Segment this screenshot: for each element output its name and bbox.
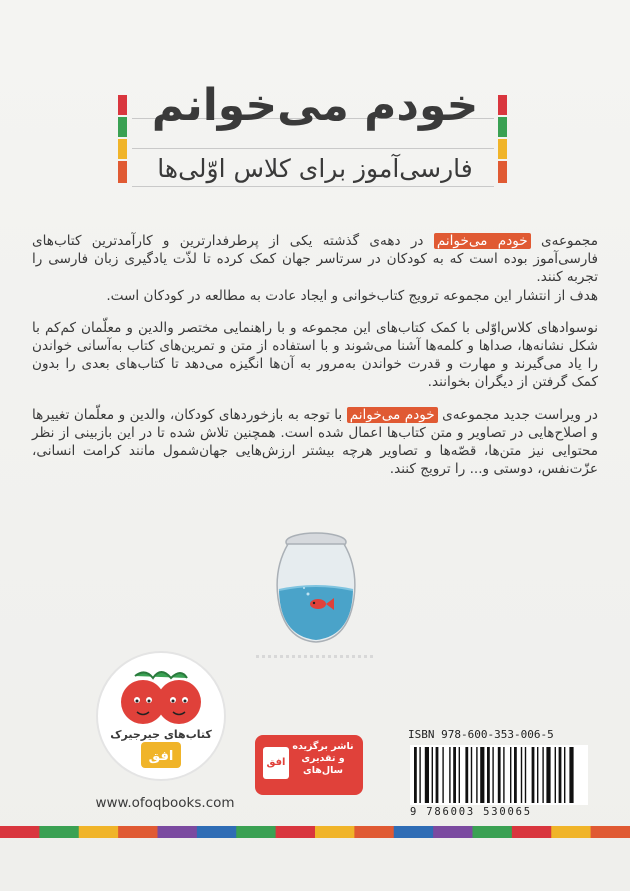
series-name-highlight: خودم می‌خوانم xyxy=(434,233,531,249)
paragraph-2: هدف از انتشار این مجموعه ترویج کتاب‌خوانی و ایجاد عادت به مطالعه در کودکان است. xyxy=(106,287,598,304)
book-title: خودم می‌خوانم xyxy=(151,80,479,131)
description-text xyxy=(32,232,598,492)
fishbowl-illustration xyxy=(268,528,364,648)
award-text: ناشر برگزیده و تقدیری سال‌های xyxy=(292,741,354,776)
series-name-highlight-2: خودم می‌خوانم xyxy=(347,407,438,423)
logo-text-line2: افق xyxy=(148,749,174,764)
isbn-label: ISBN 978-600-353-006-5 xyxy=(408,728,554,741)
barcode-icon xyxy=(410,745,588,805)
title-rule-bottom xyxy=(132,186,494,187)
paragraph-1: مجموعه‌ی خودم می‌خوانم در دهه‌ی گذشته یکی از پرطرفدارترین و کارآمدترین کتاب‌های فارسی‌آموز بوده است که به کودکان در سرتاسر جهان کمک کرده تا لذّت یادگیری زبان فارسی را تجربه کنند. xyxy=(32,233,598,286)
publisher-logo: افق xyxy=(263,747,289,779)
series-logo-icon xyxy=(95,650,227,782)
barcode-digits: 9 786003 530065 xyxy=(410,806,532,818)
paragraph-4: در ویراست جدید مجموعه‌ی خودم می‌خوانم با توجه به بازخوردهای کودکان، والدین و معلّمان تغییرها و اصلاح‌هایی در تصاویر و متن کتاب‌ها اعمال شده است. همچنین تلاش شده تا در این بازبینی از نظر محتوایی نیز متن‌ها، قصّه‌ها و تصاویر هرچه بیشتر ارزش‌هایی جهان‌شمول مانند کرامت انسانی، عزّت‌نفس، دوستی و... را ترویج کنند. xyxy=(32,406,598,478)
book-subtitle: فارسی‌آموز برای کلاس اوّلی‌ها xyxy=(157,154,473,183)
paragraph-3: نوسوادهای کلاس‌اوّلی با کمک کتاب‌های این مجموعه و با راهنمایی مختصر والدین و معلّمان کم‌کم با شکل نشانه‌ها، صداها و کلمه‌ها آشنا می‌شوند و با استفاده از متن و تمرین‌های کتاب به‌آسانی خواندن را یاد می‌گیرند و مهارت و قدرت خواندن به‌مرور به آن‌ها انگیزه می‌دهد تا کتاب‌های بعدی را بدون کمک گرفتن از دیگران بخوانند. xyxy=(32,319,598,391)
title-rule-mid xyxy=(132,148,494,149)
logo-text-line1: کتاب‌های جیرجیرک xyxy=(110,728,212,741)
bottom-color-stripe xyxy=(0,826,630,838)
fishbowl-shadow xyxy=(256,655,376,658)
publisher-award-badge xyxy=(255,735,363,795)
website-url: www.ofoqbooks.com xyxy=(95,795,235,811)
